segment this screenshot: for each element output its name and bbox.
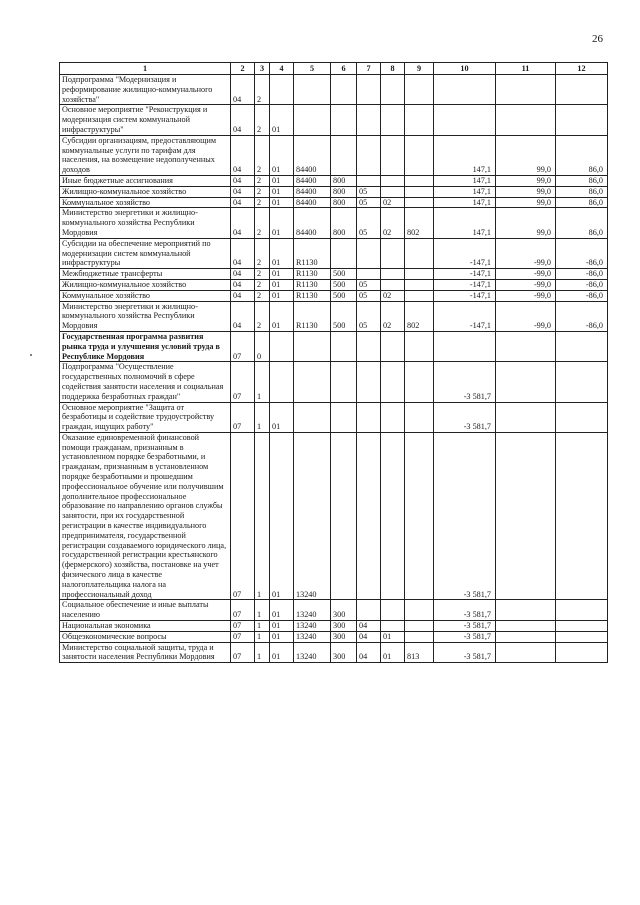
row-cell-c9 bbox=[405, 331, 434, 361]
row-cell-c7: 04 bbox=[357, 642, 381, 663]
row-cell-c12: -86,0 bbox=[556, 301, 608, 331]
row-cell-c10: -3 581,7 bbox=[434, 432, 496, 600]
row-cell-c10: -147,1 bbox=[434, 290, 496, 301]
row-cell-c3: 2 bbox=[255, 186, 270, 197]
row-cell-c7: 05 bbox=[357, 279, 381, 290]
column-header: 2 bbox=[231, 63, 255, 75]
row-cell-c5: 84400 bbox=[294, 135, 331, 175]
row-cell-c2: 07 bbox=[231, 432, 255, 600]
row-cell-c7: 04 bbox=[357, 631, 381, 642]
row-name-cell: Жилищно-коммунальное хозяйство bbox=[60, 186, 231, 197]
row-name-cell: Социальное обеспечение и иные выплаты населению bbox=[60, 600, 231, 621]
row-cell-c8 bbox=[381, 135, 405, 175]
row-cell-c8 bbox=[381, 238, 405, 268]
column-header: 9 bbox=[405, 63, 434, 75]
row-name-cell: Иные бюджетные ассигнования bbox=[60, 175, 231, 186]
row-cell-c3: 0 bbox=[255, 331, 270, 361]
row-cell-c12 bbox=[556, 642, 608, 663]
row-cell-c5 bbox=[294, 402, 331, 432]
table-row bbox=[60, 208, 608, 238]
row-cell-c9 bbox=[405, 75, 434, 105]
page-number: 26 bbox=[592, 33, 603, 45]
budget-table bbox=[59, 62, 608, 663]
row-cell-c6: 500 bbox=[331, 279, 357, 290]
row-cell-c7 bbox=[357, 362, 381, 402]
row-cell-c3: 1 bbox=[255, 402, 270, 432]
row-cell-c7 bbox=[357, 105, 381, 135]
row-name-cell: Субсидии на обеспечение мероприятий по модернизации систем коммунальной инфраструктуры bbox=[60, 238, 231, 268]
row-name-cell: Подпрограмма "Осуществление государственных полномочий в сфере содействия занятости населения и социальная поддержка безработных граждан" bbox=[60, 362, 231, 402]
row-cell-c11 bbox=[496, 642, 556, 663]
row-cell-c12: 86,0 bbox=[556, 135, 608, 175]
row-cell-c3: 2 bbox=[255, 279, 270, 290]
row-cell-c6 bbox=[331, 331, 357, 361]
row-cell-c5: 84400 bbox=[294, 197, 331, 208]
table-row bbox=[60, 279, 608, 290]
row-cell-c11: -99,0 bbox=[496, 290, 556, 301]
row-cell-c12: 86,0 bbox=[556, 175, 608, 186]
row-cell-c4: 01 bbox=[270, 279, 294, 290]
row-name-cell: Министерство энергетики и жилищно-коммунального хозяйства Республики Мордовия bbox=[60, 208, 231, 238]
row-name-cell: Основное мероприятие "Защита от безработицы и содействие трудоустройству граждан, ищущих работу" bbox=[60, 402, 231, 432]
row-cell-c4: 01 bbox=[270, 600, 294, 621]
row-cell-c10: -147,1 bbox=[434, 301, 496, 331]
row-cell-c7: 05 bbox=[357, 290, 381, 301]
row-cell-c9 bbox=[405, 279, 434, 290]
row-cell-c6 bbox=[331, 105, 357, 135]
table-header-row bbox=[60, 63, 608, 75]
row-cell-c8 bbox=[381, 175, 405, 186]
row-cell-c8 bbox=[381, 186, 405, 197]
row-cell-c6 bbox=[331, 75, 357, 105]
row-cell-c3: 1 bbox=[255, 432, 270, 600]
table-row bbox=[60, 631, 608, 642]
row-cell-c6 bbox=[331, 432, 357, 600]
row-name-cell: Жилищно-коммунальное хозяйство bbox=[60, 279, 231, 290]
row-name-cell: Основное мероприятие "Реконструкция и модернизация систем коммунальной инфраструктуры" bbox=[60, 105, 231, 135]
row-cell-c11: 99,0 bbox=[496, 197, 556, 208]
row-cell-c9 bbox=[405, 186, 434, 197]
row-cell-c11 bbox=[496, 362, 556, 402]
row-cell-c5: R1130 bbox=[294, 290, 331, 301]
row-name-cell: Субсидии организациям, предоставляющим коммунальные услуги по тарифам для населения, на возмещение недополученных доходов bbox=[60, 135, 231, 175]
row-cell-c11: 99,0 bbox=[496, 208, 556, 238]
table-row bbox=[60, 301, 608, 331]
row-cell-c2: 07 bbox=[231, 631, 255, 642]
row-cell-c7 bbox=[357, 432, 381, 600]
row-cell-c5: 13240 bbox=[294, 642, 331, 663]
row-cell-c4: 01 bbox=[270, 432, 294, 600]
row-cell-c3: 1 bbox=[255, 631, 270, 642]
row-cell-c3: 1 bbox=[255, 621, 270, 632]
row-cell-c10: -3 581,7 bbox=[434, 621, 496, 632]
row-cell-c8 bbox=[381, 362, 405, 402]
row-cell-c8: 02 bbox=[381, 208, 405, 238]
row-cell-c7: 05 bbox=[357, 301, 381, 331]
row-cell-c4: 01 bbox=[270, 631, 294, 642]
row-cell-c11: -99,0 bbox=[496, 301, 556, 331]
table-row bbox=[60, 186, 608, 197]
row-cell-c8: 02 bbox=[381, 290, 405, 301]
row-cell-c3: 2 bbox=[255, 290, 270, 301]
row-cell-c11: -99,0 bbox=[496, 269, 556, 280]
row-cell-c9 bbox=[405, 290, 434, 301]
row-cell-c11: 99,0 bbox=[496, 135, 556, 175]
row-cell-c3: 2 bbox=[255, 175, 270, 186]
table-row bbox=[60, 642, 608, 663]
row-cell-c2: 07 bbox=[231, 331, 255, 361]
row-cell-c7: 05 bbox=[357, 186, 381, 197]
column-header: 3 bbox=[255, 63, 270, 75]
row-cell-c8: 01 bbox=[381, 631, 405, 642]
row-cell-c6: 800 bbox=[331, 208, 357, 238]
table-row bbox=[60, 105, 608, 135]
row-cell-c7 bbox=[357, 238, 381, 268]
row-cell-c2: 04 bbox=[231, 279, 255, 290]
row-cell-c7 bbox=[357, 175, 381, 186]
column-header: 8 bbox=[381, 63, 405, 75]
row-cell-c2: 04 bbox=[231, 105, 255, 135]
row-cell-c9 bbox=[405, 362, 434, 402]
row-cell-c11: -99,0 bbox=[496, 238, 556, 268]
table-row bbox=[60, 290, 608, 301]
row-cell-c6: 500 bbox=[331, 269, 357, 280]
row-cell-c6 bbox=[331, 402, 357, 432]
row-cell-c8: 01 bbox=[381, 642, 405, 663]
row-cell-c8: 02 bbox=[381, 197, 405, 208]
row-cell-c12: -86,0 bbox=[556, 279, 608, 290]
row-cell-c10: -147,1 bbox=[434, 269, 496, 280]
column-header: 5 bbox=[294, 63, 331, 75]
column-header: 12 bbox=[556, 63, 608, 75]
row-cell-c10: -3 581,7 bbox=[434, 631, 496, 642]
row-cell-c4: 01 bbox=[270, 642, 294, 663]
row-cell-c2: 04 bbox=[231, 290, 255, 301]
row-cell-c10 bbox=[434, 75, 496, 105]
row-cell-c2: 04 bbox=[231, 135, 255, 175]
row-cell-c9 bbox=[405, 600, 434, 621]
column-header: 11 bbox=[496, 63, 556, 75]
row-cell-c12: 86,0 bbox=[556, 208, 608, 238]
row-cell-c10: 147,1 bbox=[434, 208, 496, 238]
row-cell-c3: 2 bbox=[255, 238, 270, 268]
row-name-cell: Национальная экономика bbox=[60, 621, 231, 632]
row-cell-c6: 300 bbox=[331, 621, 357, 632]
row-cell-c10: -3 581,7 bbox=[434, 600, 496, 621]
row-cell-c6 bbox=[331, 238, 357, 268]
row-cell-c4: 01 bbox=[270, 621, 294, 632]
row-cell-c11: -99,0 bbox=[496, 279, 556, 290]
row-cell-c5: 13240 bbox=[294, 432, 331, 600]
row-cell-c12 bbox=[556, 331, 608, 361]
row-cell-c10: 147,1 bbox=[434, 135, 496, 175]
row-cell-c6: 300 bbox=[331, 642, 357, 663]
scan-speck bbox=[30, 354, 32, 356]
table-row bbox=[60, 362, 608, 402]
row-name-cell: Оказание единовременной финансовой помощи гражданам, признанным в установленном порядке безработными, и гражданам, признанным в установленном порядке безработными и прошедшим профессиональное обучение или получившим дополнительное профессиональное образование по направлению органов службы занятости, при их государственной регистрации в качестве индивидуального предпринимателя, государственной регистрации создаваемого юридического лица, государственной регистрации крестьянского (фермерского) хозяйства, постановке на учет физического лица в качестве налогоплательщика налога на профессиональный доход bbox=[60, 432, 231, 600]
row-cell-c10: -147,1 bbox=[434, 238, 496, 268]
row-cell-c11 bbox=[496, 631, 556, 642]
row-cell-c4: 01 bbox=[270, 135, 294, 175]
row-cell-c6: 300 bbox=[331, 600, 357, 621]
row-cell-c4 bbox=[270, 75, 294, 105]
row-cell-c4: 01 bbox=[270, 197, 294, 208]
row-name-cell: Государственная программа развития рынка труда и улучшения условий труда в Республике Мордовия bbox=[60, 331, 231, 361]
row-cell-c9: 813 bbox=[405, 642, 434, 663]
row-cell-c11 bbox=[496, 402, 556, 432]
table-row bbox=[60, 197, 608, 208]
row-cell-c5: R1130 bbox=[294, 238, 331, 268]
row-cell-c5 bbox=[294, 75, 331, 105]
row-cell-c8 bbox=[381, 331, 405, 361]
row-cell-c4: 01 bbox=[270, 301, 294, 331]
row-cell-c2: 04 bbox=[231, 197, 255, 208]
row-cell-c4: 01 bbox=[270, 290, 294, 301]
row-cell-c12: -86,0 bbox=[556, 269, 608, 280]
table-row bbox=[60, 600, 608, 621]
row-cell-c12 bbox=[556, 631, 608, 642]
row-name-cell: Министерство энергетики и жилищно-коммунального хозяйства Республики Мордовия bbox=[60, 301, 231, 331]
row-cell-c3: 1 bbox=[255, 642, 270, 663]
row-cell-c8 bbox=[381, 600, 405, 621]
row-cell-c7 bbox=[357, 600, 381, 621]
row-cell-c8 bbox=[381, 621, 405, 632]
row-cell-c12: 86,0 bbox=[556, 186, 608, 197]
row-cell-c9 bbox=[405, 175, 434, 186]
row-cell-c5 bbox=[294, 105, 331, 135]
row-cell-c5: 13240 bbox=[294, 600, 331, 621]
row-cell-c7 bbox=[357, 402, 381, 432]
row-cell-c12 bbox=[556, 600, 608, 621]
row-cell-c11: 99,0 bbox=[496, 186, 556, 197]
row-cell-c12: -86,0 bbox=[556, 238, 608, 268]
row-cell-c12: 86,0 bbox=[556, 197, 608, 208]
row-cell-c8 bbox=[381, 279, 405, 290]
row-cell-c4: 01 bbox=[270, 238, 294, 268]
row-name-cell: Общеэкономические вопросы bbox=[60, 631, 231, 642]
row-cell-c2: 04 bbox=[231, 301, 255, 331]
row-cell-c2: 04 bbox=[231, 186, 255, 197]
row-cell-c8 bbox=[381, 432, 405, 600]
row-cell-c10: 147,1 bbox=[434, 197, 496, 208]
row-cell-c2: 04 bbox=[231, 269, 255, 280]
row-cell-c9: 802 bbox=[405, 301, 434, 331]
row-name-cell: Министерство социальной защиты, труда и занятости населения Республики Мордовия bbox=[60, 642, 231, 663]
row-cell-c10 bbox=[434, 105, 496, 135]
row-cell-c5: 84400 bbox=[294, 186, 331, 197]
row-cell-c6: 500 bbox=[331, 290, 357, 301]
row-cell-c7: 05 bbox=[357, 197, 381, 208]
row-cell-c3: 2 bbox=[255, 135, 270, 175]
row-cell-c3: 1 bbox=[255, 600, 270, 621]
row-cell-c2: 07 bbox=[231, 600, 255, 621]
column-header: 4 bbox=[270, 63, 294, 75]
row-cell-c11 bbox=[496, 105, 556, 135]
row-cell-c2: 04 bbox=[231, 238, 255, 268]
row-cell-c2: 04 bbox=[231, 175, 255, 186]
row-cell-c2: 07 bbox=[231, 362, 255, 402]
row-cell-c9 bbox=[405, 621, 434, 632]
row-cell-c12 bbox=[556, 432, 608, 600]
row-cell-c9 bbox=[405, 197, 434, 208]
row-name-cell: Подпрограмма "Модернизация и реформирование жилищно-коммунального хозяйства" bbox=[60, 75, 231, 105]
row-cell-c2: 04 bbox=[231, 208, 255, 238]
row-cell-c4: 01 bbox=[270, 175, 294, 186]
column-header: 1 bbox=[60, 63, 231, 75]
row-cell-c10 bbox=[434, 331, 496, 361]
row-cell-c8 bbox=[381, 402, 405, 432]
row-cell-c5: R1130 bbox=[294, 279, 331, 290]
row-cell-c7 bbox=[357, 135, 381, 175]
row-cell-c10: 147,1 bbox=[434, 175, 496, 186]
row-cell-c11 bbox=[496, 600, 556, 621]
row-cell-c5: R1130 bbox=[294, 301, 331, 331]
row-cell-c3: 1 bbox=[255, 362, 270, 402]
row-cell-c12 bbox=[556, 621, 608, 632]
row-cell-c4: 01 bbox=[270, 269, 294, 280]
row-cell-c10: -3 581,7 bbox=[434, 402, 496, 432]
row-cell-c5: R1130 bbox=[294, 269, 331, 280]
row-name-cell: Коммунальное хозяйство bbox=[60, 197, 231, 208]
row-cell-c4: 01 bbox=[270, 186, 294, 197]
row-cell-c9: 802 bbox=[405, 208, 434, 238]
row-name-cell: Коммунальное хозяйство bbox=[60, 290, 231, 301]
row-cell-c2: 04 bbox=[231, 75, 255, 105]
row-cell-c11 bbox=[496, 331, 556, 361]
row-cell-c8 bbox=[381, 269, 405, 280]
row-cell-c3: 2 bbox=[255, 301, 270, 331]
row-cell-c3: 2 bbox=[255, 208, 270, 238]
table-row bbox=[60, 621, 608, 632]
row-cell-c5: 84400 bbox=[294, 208, 331, 238]
row-cell-c10: -3 581,7 bbox=[434, 362, 496, 402]
row-cell-c8 bbox=[381, 75, 405, 105]
row-cell-c4 bbox=[270, 331, 294, 361]
row-cell-c10: -147,1 bbox=[434, 279, 496, 290]
row-name-cell: Межбюджетные трансферты bbox=[60, 269, 231, 280]
row-cell-c7: 04 bbox=[357, 621, 381, 632]
row-cell-c12 bbox=[556, 75, 608, 105]
table-row bbox=[60, 175, 608, 186]
row-cell-c7 bbox=[357, 331, 381, 361]
row-cell-c6 bbox=[331, 362, 357, 402]
table-row bbox=[60, 75, 608, 105]
row-cell-c5: 13240 bbox=[294, 631, 331, 642]
row-cell-c4: 01 bbox=[270, 105, 294, 135]
row-cell-c5 bbox=[294, 362, 331, 402]
row-cell-c6: 500 bbox=[331, 301, 357, 331]
row-cell-c5 bbox=[294, 331, 331, 361]
row-cell-c9 bbox=[405, 269, 434, 280]
column-header: 7 bbox=[357, 63, 381, 75]
row-cell-c4: 01 bbox=[270, 208, 294, 238]
row-cell-c6: 300 bbox=[331, 631, 357, 642]
row-cell-c6 bbox=[331, 135, 357, 175]
row-cell-c6: 800 bbox=[331, 186, 357, 197]
row-cell-c12 bbox=[556, 402, 608, 432]
row-cell-c3: 2 bbox=[255, 269, 270, 280]
row-cell-c10: 147,1 bbox=[434, 186, 496, 197]
row-cell-c5: 84400 bbox=[294, 175, 331, 186]
row-cell-c12 bbox=[556, 362, 608, 402]
row-cell-c6: 800 bbox=[331, 175, 357, 186]
table-row bbox=[60, 331, 608, 361]
row-cell-c7: 05 bbox=[357, 208, 381, 238]
row-cell-c4 bbox=[270, 362, 294, 402]
row-cell-c6: 800 bbox=[331, 197, 357, 208]
row-cell-c2: 07 bbox=[231, 642, 255, 663]
table-row bbox=[60, 432, 608, 600]
table-row bbox=[60, 269, 608, 280]
row-cell-c11 bbox=[496, 432, 556, 600]
row-cell-c9 bbox=[405, 135, 434, 175]
row-cell-c4: 01 bbox=[270, 402, 294, 432]
row-cell-c3: 2 bbox=[255, 105, 270, 135]
table-row bbox=[60, 402, 608, 432]
column-header: 6 bbox=[331, 63, 357, 75]
row-cell-c3: 2 bbox=[255, 75, 270, 105]
table-row bbox=[60, 238, 608, 268]
row-cell-c8 bbox=[381, 105, 405, 135]
row-cell-c12: -86,0 bbox=[556, 290, 608, 301]
row-cell-c9 bbox=[405, 105, 434, 135]
row-cell-c10: -3 581,7 bbox=[434, 642, 496, 663]
row-cell-c2: 07 bbox=[231, 402, 255, 432]
row-cell-c11 bbox=[496, 75, 556, 105]
row-cell-c9 bbox=[405, 238, 434, 268]
row-cell-c9 bbox=[405, 402, 434, 432]
row-cell-c7 bbox=[357, 75, 381, 105]
table-row bbox=[60, 135, 608, 175]
row-cell-c9 bbox=[405, 631, 434, 642]
column-header: 10 bbox=[434, 63, 496, 75]
row-cell-c11 bbox=[496, 621, 556, 632]
row-cell-c7 bbox=[357, 269, 381, 280]
row-cell-c11: 99,0 bbox=[496, 175, 556, 186]
row-cell-c9 bbox=[405, 432, 434, 600]
row-cell-c2: 07 bbox=[231, 621, 255, 632]
row-cell-c12 bbox=[556, 105, 608, 135]
row-cell-c8: 02 bbox=[381, 301, 405, 331]
row-cell-c5: 13240 bbox=[294, 621, 331, 632]
row-cell-c3: 2 bbox=[255, 197, 270, 208]
